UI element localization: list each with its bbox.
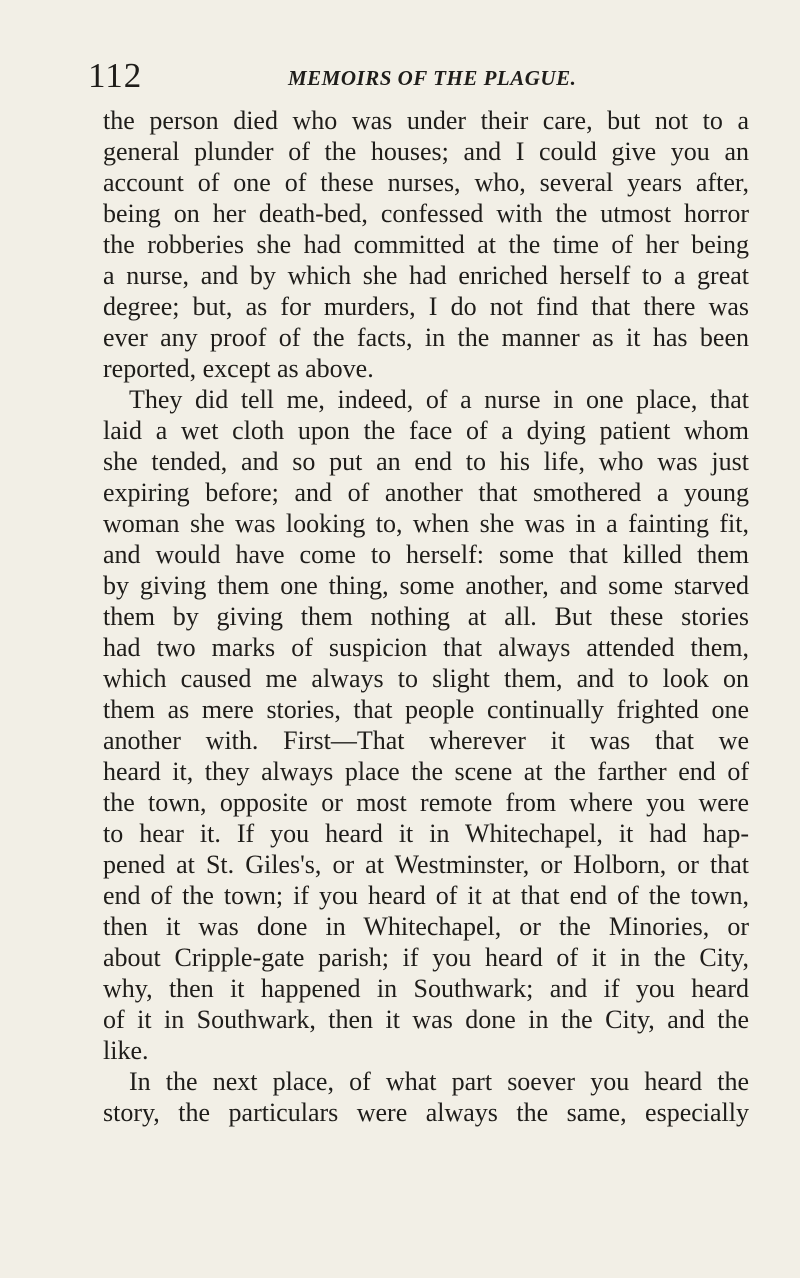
text-line: general plunder of the houses; and I could give you an xyxy=(103,137,749,166)
text-line: about Cripple-gate parish; if you heard of it in the City, xyxy=(103,943,749,972)
text-line: being on her death-bed, confessed with the utmost horror xyxy=(103,199,749,228)
text-line: the town, opposite or most remote from where you were xyxy=(103,788,749,817)
running-head xyxy=(88,56,752,96)
text-line: ever any proof of the facts, in the manner as it has been xyxy=(103,323,749,352)
text-line: them by giving them nothing at all. But these stories xyxy=(103,602,749,631)
text-line: another with. First—That wherever it was that we xyxy=(103,726,749,755)
text-line: the person died who was under their care, but not to a xyxy=(103,106,749,135)
text-line: reported, except as above. xyxy=(103,354,374,383)
text-line: them as mere stories, that people continually frighted one xyxy=(103,695,749,724)
text-line: of it in Southwark, then it was done in the City, and the xyxy=(103,1005,749,1034)
text-line: laid a wet cloth upon the face of a dying patient whom xyxy=(103,416,749,445)
running-title: MEMOIRS OF THE PLAGUE. xyxy=(288,66,577,90)
text-line: a nurse, and by which she had enriched herself to a great xyxy=(103,261,749,290)
text-line: degree; but, as for murders, I do not find that there was xyxy=(103,292,749,321)
paragraph-start-line: They did tell me, indeed, of a nurse in one place, that xyxy=(129,385,749,414)
text-line: and would have come to herself: some that killed them xyxy=(103,540,749,569)
text-line: expiring before; and of another that smothered a young xyxy=(103,478,749,507)
text-line: by giving them one thing, some another, and some starved xyxy=(103,571,749,600)
text-line: she tended, and so put an end to his life, who was just xyxy=(103,447,749,476)
text-line: the robberies she had committed at the time of her being xyxy=(103,230,749,259)
paragraph-start-line: In the next place, of what part soever you heard the xyxy=(129,1067,749,1096)
text-line: end of the town; if you heard of it at that end of the town, xyxy=(103,881,749,910)
text-line: had two marks of suspicion that always attended them, xyxy=(103,633,749,662)
text-line: story, the particulars were always the same, especially xyxy=(103,1098,749,1127)
page-number: 112 xyxy=(88,56,143,95)
text-line: which caused me always to slight them, and to look on xyxy=(103,664,749,693)
text-line: to hear it. If you heard it in Whitechapel, it had hap- xyxy=(103,819,749,848)
text-line: like. xyxy=(103,1036,149,1065)
text-line: pened at St. Giles's, or at Westminster, or Holborn, or that xyxy=(103,850,749,879)
text-line: then it was done in Whitechapel, or the Minories, or xyxy=(103,912,749,941)
text-line: heard it, they always place the scene at the farther end of xyxy=(103,757,749,786)
text-line: why, then it happened in Southwark; and if you heard xyxy=(103,974,749,1003)
text-line: account of one of these nurses, who, several years after, xyxy=(103,168,749,197)
text-line: woman she was looking to, when she was in a fainting fit, xyxy=(103,509,749,538)
text-body xyxy=(103,105,749,1128)
